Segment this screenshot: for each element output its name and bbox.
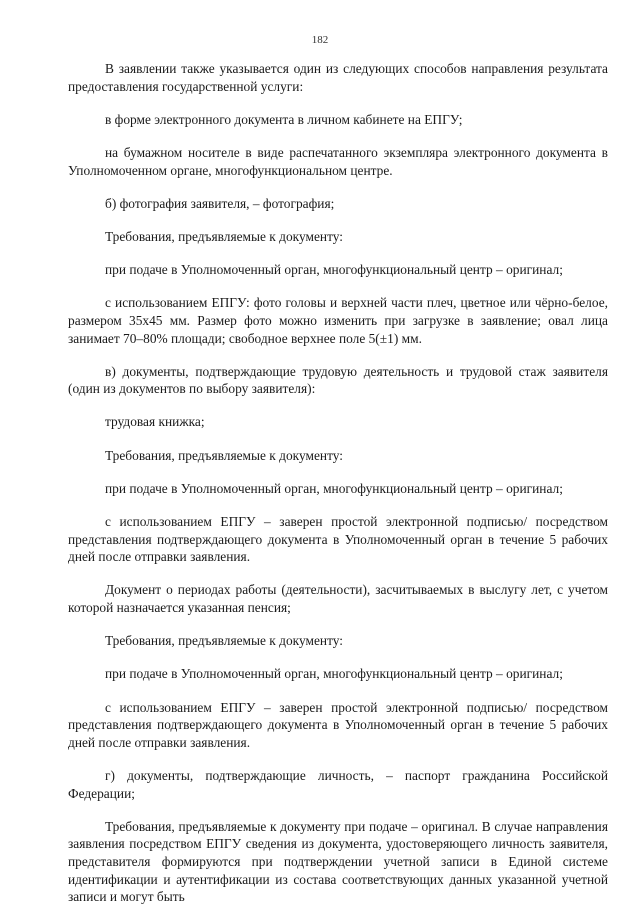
paragraph: г) документы, подтверждающие личность, – паспорт гражданина Российской Федерации; bbox=[68, 767, 608, 801]
paragraph: на бумажном носителе в виде распечатанного экземпляра электронного документа в Уполномоченном органе, многофункциональном центре. bbox=[68, 144, 608, 178]
paragraph: с использованием ЕПГУ – заверен простой электронной подписью/ посредством представления подтверждающего документа в Уполномоченный орган в течение 5 рабочих дней после отправки заявления. bbox=[68, 699, 608, 750]
paragraph: с использованием ЕПГУ – заверен простой электронной подписью/ посредством представления подтверждающего документа в Уполномоченный орган в течение 5 рабочих дней после отправки заявления. bbox=[68, 514, 608, 565]
paragraph: Документ о периодах работы (деятельности), засчитываемых в выслугу лет, с учетом которой назначается указанная пенсия; bbox=[68, 582, 608, 615]
paragraph: в) документы, подтверждающие трудовую деятельность и трудовой стаж заявителя (один из документов по выбору заявителя): bbox=[68, 363, 608, 397]
paragraph: трудовая книжка; bbox=[105, 414, 205, 430]
page-number: 182 bbox=[311, 34, 329, 46]
paragraph: б) фотография заявителя, – фотография; bbox=[105, 195, 335, 211]
paragraph: В заявлении также указывается один из следующих способов направления результата предоставления государственной услуги: bbox=[68, 61, 608, 94]
paragraph: при подаче в Уполномоченный орган, многофункциональный центр – оригинал; bbox=[105, 666, 563, 682]
paragraph: с использованием ЕПГУ: фото головы и верхней части плеч, цветное или чёрно-белое, размером 35х45 мм. Размер фото можно изменить при загрузке в заявление; овал лица занимает 70–80% площади; свободное верхнее поле 5(±1) мм. bbox=[68, 295, 608, 346]
paragraph: в форме электронного документа в личном кабинете на ЕПГУ; bbox=[105, 111, 463, 127]
paragraph: Требования, предъявляемые к документу: bbox=[105, 228, 344, 244]
document-body bbox=[68, 60, 608, 906]
paragraph: при подаче в Уполномоченный орган, многофункциональный центр – оригинал; bbox=[105, 480, 563, 496]
paragraph: Требования, предъявляемые к документу при подаче – оригинал. В случае направления заявления посредством ЕПГУ сведения из документа, удостоверяющего личность заявителя, представителя формируются при подтверждении учетной записи в Единой системе идентификации и аутентификации из состава соответствующих данных указанной учетной записи и могут быть bbox=[68, 818, 608, 905]
paragraph: Требования, предъявляемые к документу: bbox=[105, 633, 344, 649]
paragraph: Требования, предъявляемые к документу: bbox=[105, 447, 344, 463]
paragraph: при подаче в Уполномоченный орган, многофункциональный центр – оригинал; bbox=[105, 262, 563, 278]
